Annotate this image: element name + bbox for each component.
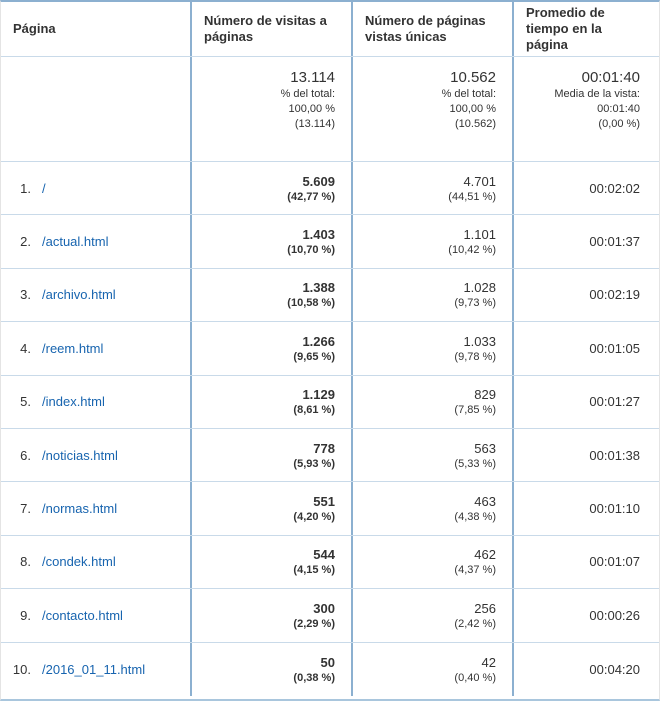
page-link[interactable]: /normas.html <box>42 501 118 517</box>
totals-unique-pageviews-cell <box>351 57 512 161</box>
page-link[interactable]: /reem.html <box>42 340 104 356</box>
unique-pageviews-cell <box>351 482 512 534</box>
row-rank: 5. <box>20 394 31 410</box>
unique-pageviews-cell <box>351 376 512 428</box>
page-cell <box>1 215 190 267</box>
page-link[interactable]: /actual.html <box>42 234 109 250</box>
pageviews-cell <box>190 376 351 428</box>
page-cell <box>1 269 190 321</box>
table-row <box>1 322 659 375</box>
pageviews-cell <box>190 215 351 267</box>
page-cell <box>1 376 190 428</box>
row-rank: 8. <box>20 554 31 570</box>
page-cell <box>1 589 190 641</box>
avg-time-cell: 00:01:07 <box>512 536 659 588</box>
pageviews-cell <box>190 482 351 534</box>
pageviews-value: 300 <box>313 600 335 616</box>
unique-pageviews-percent: (0,40 %) <box>454 671 496 684</box>
avg-time-cell: 00:00:26 <box>512 589 659 641</box>
totals-pageviews-percent: 100,00 % <box>288 103 335 115</box>
page-link[interactable]: /noticias.html <box>42 447 118 463</box>
pageviews-percent: (10,58 %) <box>287 297 335 310</box>
unique-pageviews-cell <box>351 269 512 321</box>
pageviews-cell <box>190 429 351 481</box>
page-link[interactable]: /contacto.html <box>42 607 123 623</box>
pageviews-percent: (8,61 %) <box>293 404 335 417</box>
unique-pageviews-percent: (9,73 %) <box>454 297 496 310</box>
unique-pageviews-cell <box>351 215 512 267</box>
page-cell <box>1 322 190 374</box>
totals-pageviews-cell <box>190 57 351 161</box>
unique-pageviews-cell <box>351 536 512 588</box>
totals-row <box>1 57 659 162</box>
pageviews-percent: (2,29 %) <box>293 617 335 630</box>
pageviews-value: 544 <box>313 547 335 563</box>
page-cell <box>1 536 190 588</box>
pageviews-value: 551 <box>313 494 335 510</box>
unique-pageviews-percent: (4,37 %) <box>454 564 496 577</box>
unique-pageviews-value: 1.033 <box>463 333 496 349</box>
avg-time-cell: 00:01:37 <box>512 215 659 267</box>
unique-pageviews-value: 829 <box>474 387 496 403</box>
table-row <box>1 376 659 429</box>
avg-time-cell: 00:01:27 <box>512 376 659 428</box>
totals-pageviews-raw: (13.114) <box>294 118 335 130</box>
page-link[interactable]: /archivo.html <box>42 287 116 303</box>
column-header-avg-time[interactable]: Promedio de tiempo en la página <box>512 2 659 56</box>
pageviews-percent: (5,93 %) <box>293 457 335 470</box>
table-header-row <box>1 2 659 57</box>
pageviews-value: 50 <box>320 654 335 670</box>
totals-avg-time-mean: 00:01:40 <box>597 103 640 115</box>
unique-pageviews-value: 462 <box>474 547 496 563</box>
row-rank: 3. <box>20 287 31 303</box>
row-rank: 4. <box>20 340 31 356</box>
table-row <box>1 643 659 696</box>
page-cell <box>1 429 190 481</box>
avg-time-cell: 00:01:38 <box>512 429 659 481</box>
unique-pageviews-value: 4.701 <box>463 173 496 189</box>
totals-unique-percent: 100,00 % <box>449 103 496 115</box>
unique-pageviews-value: 256 <box>474 600 496 616</box>
pageviews-percent: (10,70 %) <box>287 244 335 257</box>
avg-time-cell: 00:02:19 <box>512 269 659 321</box>
totals-avg-time-cell <box>512 57 659 161</box>
table-row <box>1 269 659 322</box>
pageviews-cell <box>190 643 351 696</box>
row-rank: 2. <box>20 234 31 250</box>
page-cell <box>1 482 190 534</box>
table-row <box>1 429 659 482</box>
row-rank: 6. <box>20 447 31 463</box>
unique-pageviews-cell <box>351 643 512 696</box>
pageviews-cell <box>190 589 351 641</box>
totals-empty-cell <box>1 57 190 161</box>
unique-pageviews-percent: (9,78 %) <box>454 350 496 363</box>
pageviews-percent: (4,20 %) <box>293 511 335 524</box>
pageviews-value: 5.609 <box>302 173 335 189</box>
unique-pageviews-cell <box>351 589 512 641</box>
unique-pageviews-cell <box>351 322 512 374</box>
pageviews-value: 1.129 <box>302 387 335 403</box>
pageviews-value: 1.388 <box>302 280 335 296</box>
pageviews-percent: (42,77 %) <box>287 190 335 203</box>
pageviews-percent: (0,38 %) <box>293 671 335 684</box>
unique-pageviews-percent: (2,42 %) <box>454 617 496 630</box>
pageviews-value: 778 <box>313 440 335 456</box>
unique-pageviews-cell <box>351 162 512 214</box>
avg-time-cell: 00:01:10 <box>512 482 659 534</box>
page-link[interactable]: /condek.html <box>42 554 116 570</box>
row-rank: 9. <box>20 607 31 623</box>
avg-time-cell: 00:04:20 <box>512 643 659 696</box>
totals-unique-caption: % del total: <box>441 88 496 100</box>
unique-pageviews-value: 1.028 <box>463 280 496 296</box>
totals-pageviews-caption: % del total: <box>280 88 335 100</box>
table-row <box>1 162 659 215</box>
totals-avg-time-percent: (0,00 %) <box>598 118 640 130</box>
unique-pageviews-value: 463 <box>474 494 496 510</box>
pageviews-cell <box>190 162 351 214</box>
pageviews-value: 1.403 <box>302 227 335 243</box>
page-link[interactable]: /index.html <box>42 394 105 410</box>
pageviews-cell <box>190 322 351 374</box>
unique-pageviews-percent: (7,85 %) <box>454 404 496 417</box>
row-rank: 10. <box>12 661 31 677</box>
table-row <box>1 482 659 535</box>
table-row <box>1 215 659 268</box>
page-cell <box>1 162 190 214</box>
table-row <box>1 589 659 642</box>
page-link[interactable]: / <box>42 180 46 196</box>
page-cell <box>1 643 190 696</box>
totals-unique-value: 10.562 <box>450 69 496 86</box>
totals-avg-time-value: 00:01:40 <box>581 69 640 86</box>
avg-time-cell: 00:02:02 <box>512 162 659 214</box>
totals-avg-time-caption: Media de la vista: <box>554 88 640 100</box>
pageviews-cell <box>190 536 351 588</box>
unique-pageviews-percent: (5,33 %) <box>454 457 496 470</box>
column-header-pageviews[interactable]: Número de visitas a páginas <box>190 2 351 56</box>
avg-time-cell: 00:01:05 <box>512 322 659 374</box>
column-header-page[interactable]: Página <box>13 21 56 36</box>
unique-pageviews-percent: (44,51 %) <box>448 190 496 203</box>
pageviews-cell <box>190 269 351 321</box>
page-link[interactable]: /2016_01_11.html <box>42 661 146 677</box>
column-header-unique-pageviews[interactable]: Número de páginas vistas únicas <box>351 2 512 56</box>
row-rank: 7. <box>20 501 31 517</box>
row-rank: 1. <box>20 180 31 196</box>
pageviews-value: 1.266 <box>302 333 335 349</box>
unique-pageviews-value: 42 <box>481 654 496 670</box>
pageviews-percent: (9,65 %) <box>293 350 335 363</box>
pageviews-percent: (4,15 %) <box>293 564 335 577</box>
unique-pageviews-percent: (4,38 %) <box>454 511 496 524</box>
unique-pageviews-value: 563 <box>474 440 496 456</box>
unique-pageviews-value: 1.101 <box>463 227 496 243</box>
table-row <box>1 536 659 589</box>
unique-pageviews-percent: (10,42 %) <box>448 244 496 257</box>
unique-pageviews-cell <box>351 429 512 481</box>
totals-pageviews-value: 13.114 <box>290 69 335 86</box>
totals-unique-raw: (10.562) <box>455 118 496 130</box>
